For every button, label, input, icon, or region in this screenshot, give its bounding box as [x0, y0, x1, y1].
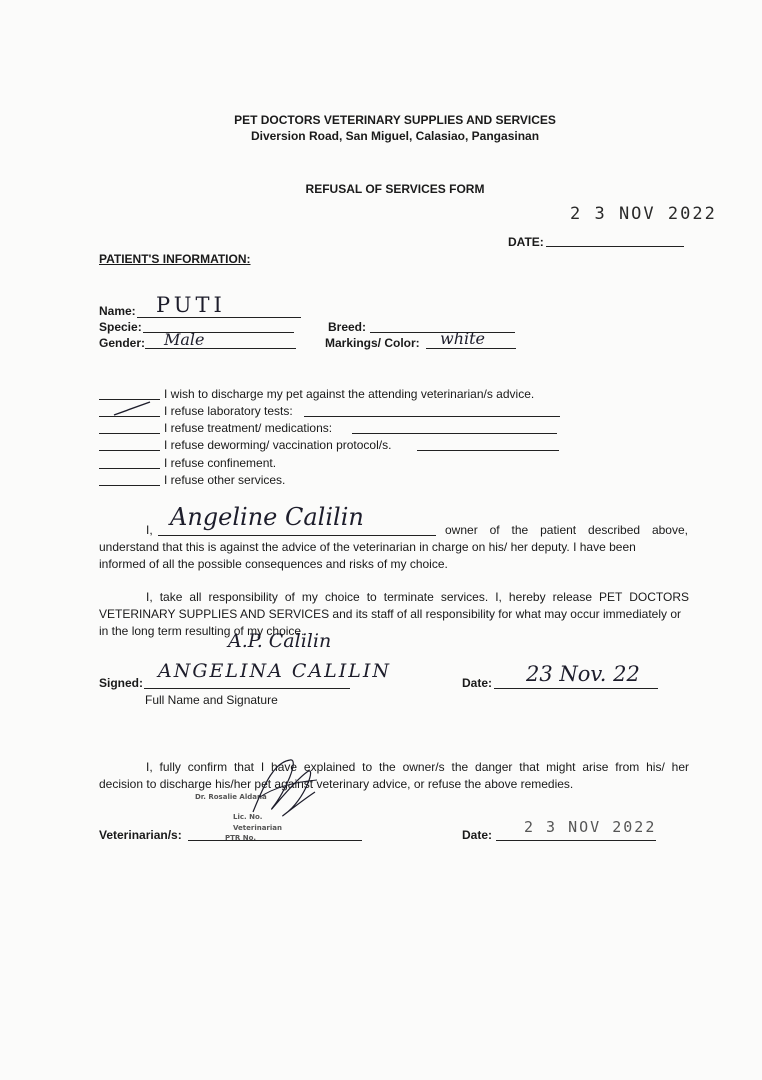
responsibility-line3: in the long term resulting of my choice.	[99, 624, 305, 638]
option-treatment-line	[352, 433, 557, 434]
option-blank-treatment	[99, 433, 160, 434]
option-blank-other	[99, 485, 160, 486]
specie-label: Specie:	[99, 320, 142, 334]
stamp-role: Veterinarian	[233, 824, 282, 832]
veterinarian-label: Veterinarian/s:	[99, 828, 182, 842]
vet-date-label: Date:	[462, 828, 493, 842]
breed-label: Breed:	[328, 320, 367, 334]
confirmation-line1: I, fully confirm that I have explained to the owner/s the danger that might arise from his/ her	[146, 760, 689, 774]
signed-date-label: Date:	[462, 676, 493, 690]
name-line	[137, 317, 301, 318]
stamp-name: Dr. Rosalie Aldana	[195, 793, 267, 801]
signed-label: Signed:	[99, 676, 143, 690]
patient-section-title: PATIENT'S INFORMATION:	[99, 252, 251, 266]
date-stamp: 2 3 NOV 2022	[570, 204, 717, 224]
declaration-tail: owner of the patient described above,	[445, 523, 688, 537]
date-label: DATE:	[508, 235, 544, 249]
owner-full-signature: ANGELINA CALILIN	[158, 660, 392, 682]
form-title: REFUSAL OF SERVICES FORM	[305, 182, 485, 196]
veterinarian-line	[188, 840, 362, 841]
name-value: PUTI	[156, 293, 226, 317]
option-deworming-text: I refuse deworming/ vaccination protocol/s.	[164, 438, 392, 452]
markings-value: white	[440, 329, 486, 348]
gender-value: Male	[164, 330, 205, 349]
date-line	[546, 246, 684, 247]
vet-date-line	[496, 840, 656, 841]
veterinarian-signature-scribble-icon	[245, 752, 325, 832]
gender-label: Gender:	[99, 336, 146, 350]
markings-line	[426, 348, 516, 349]
option-laboratory-text: I refuse laboratory tests:	[164, 404, 293, 418]
owner-name-signature: Angeline Calilin	[170, 503, 364, 531]
owner-initials-signature: A.P. Calilin	[228, 630, 332, 652]
declaration-line2: understand that this is against the advice of the veterinarian in charge on his/ her deputy. I have been	[99, 540, 636, 554]
name-label: Name:	[99, 304, 136, 318]
signed-date-value: 23 Nov. 22	[526, 662, 640, 686]
signed-caption: Full Name and Signature	[145, 693, 278, 707]
option-laboratory-line	[304, 416, 560, 417]
signed-line	[144, 688, 350, 689]
option-blank-deworming	[99, 450, 160, 451]
clinic-address: Diversion Road, San Miguel, Calasiao, Pangasinan	[250, 129, 540, 143]
option-deworming-line	[417, 450, 559, 451]
option-confinement-text: I refuse confinement.	[164, 456, 277, 470]
vet-date-stamp: 2 3 NOV 2022	[524, 818, 657, 836]
owner-name-line	[158, 535, 436, 536]
checkmark-stroke-icon	[112, 400, 152, 418]
option-treatment-text: I refuse treatment/ medications:	[164, 421, 333, 435]
confirmation-line2: decision to discharge his/her pet against veterinary advice, or refuse the above remedies.	[99, 777, 574, 791]
option-other-text: I refuse other services.	[164, 473, 286, 487]
responsibility-line1: I, take all responsibility of my choice to terminate services. I, hereby release PET DOCTORS	[146, 590, 689, 604]
responsibility-line2: VETERINARY SUPPLIES AND SERVICES and its staff of all responsibility for what may occur immediately or	[99, 607, 682, 621]
signed-date-line	[494, 688, 658, 689]
option-discharge-text: I wish to discharge my pet against the attending veterinarian/s advice.	[164, 387, 535, 401]
clinic-name: PET DOCTORS VETERINARY SUPPLIES AND SERVICES	[234, 113, 556, 127]
option-blank-confinement	[99, 468, 160, 469]
declaration-lead: I,	[146, 523, 153, 537]
stamp-ptr: PTR No.	[225, 834, 257, 842]
markings-label: Markings/ Color:	[325, 336, 420, 350]
stamp-license: Lic. No.	[233, 813, 263, 821]
declaration-line3: informed of all the possible consequences and risks of my choice.	[99, 557, 448, 571]
